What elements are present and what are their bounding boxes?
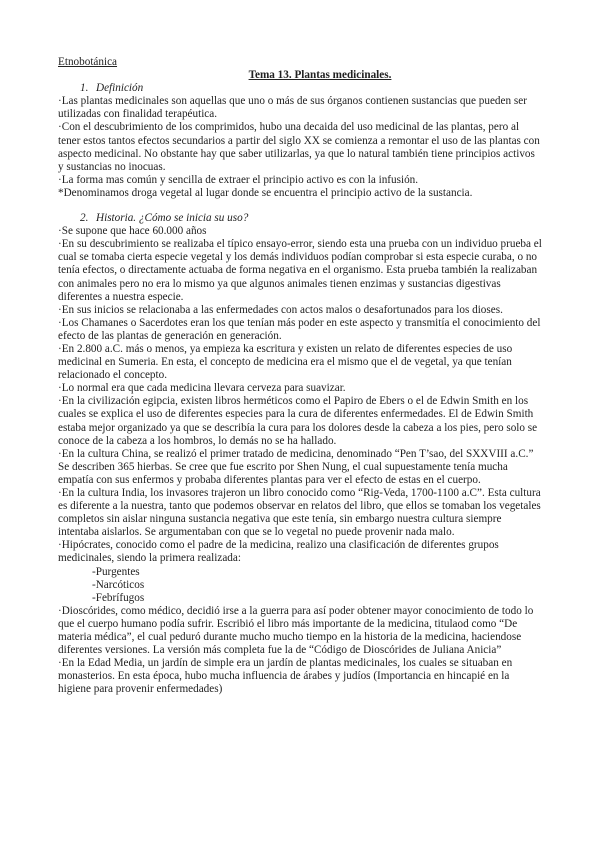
paragraph: ·Dioscórides, como médico, decidió irse a la guerra para así poder obtener mayor conocimiento de todo lo que el cuerpo humano podía sufrir. Escribió el libro más importante de la medicina, titulaod como “De materia médica”, el cual peduró durante mucho mucho tiempo en la historia de la medicina, haciendose diferentes versiones. La versión más completa fue la de “Código de Dioscórides de Juliana Anicia”	[58, 604, 534, 657]
course-name: Etnobotánica	[58, 56, 118, 68]
section-heading-text: Definición	[96, 82, 144, 95]
paragraph: ·Con el descubrimiento de los comprimidos, hubo una decaida del uso medicinal de las plantas, pero al tener estos tantos efectos secundarios a partir del siglo XX se comienza a remontar el uso de las plantas con aspecto medicinal. No obstante hay que saber utilizarlas, ya que lo natural también tiene principios activos y sustancias no inocuas.	[58, 121, 540, 173]
section-heading-historia	[58, 212, 542, 225]
list-item: -Purgentes	[92, 565, 140, 578]
paragraph: ·En la cultura China, se realizó el primer tratado de medicina, denominado “Pen T’sao, del SXXVIII a.C.” Se describen 365 hierbas. Se cree que fue escrito por Shen Nung, el cual supuestamente tenía mucha empatía con sus enfermos y probaba diferentes plantas para ver el efecto de estas en el cuerpo.	[58, 447, 534, 486]
paragraph: ·En sus inicios se relacionaba a las enfermedades con actos malos o desafortunados para los dioses.	[58, 303, 503, 316]
list-item: -Narcóticos	[92, 578, 145, 591]
paragraph: ·En la civilización egipcia, existen libros herméticos como el Papiro de Ebers o el de Edwin Smith en los cuales se explica el uso de diferentes especies para la cura de diferentes enfermedades. El de Edwin Smith estaba mejor organizado ya que se describía la cura para los dolores desde la cabeza a los pies, pero solo se conoce de la cabeza a los hombros, lo demás no se ha hallado.	[58, 395, 538, 447]
paragraph: *Denominamos droga vegetal al lugar donde se encuentra el principio activo de la sustancia.	[58, 186, 473, 199]
paragraph: ·La forma mas común y sencilla de extraer el principio activo es con la infusión.	[58, 173, 419, 186]
page-title: Tema 13. Plantas medicinales.	[248, 69, 392, 82]
section-number: 2.	[80, 212, 89, 225]
paragraph: ·En la cultura India, los invasores trajeron un libro conocido como “Rig-Veda, 1700-1100 a.C”. Esta cultura es diferente a la nuestra, tanto que podemos observar en relatos del libro, que ellos se tomaban los vegetales completos sin aislar ninguna sustancia negativa que este tenía, sin embargo nuestra cultura siempre intentaba aislarlos. Se argumentaban con que se lo vegetal no puede provenir nada malo.	[58, 487, 541, 539]
paragraph: ·Lo normal era que cada medicina llevara cerveza para suavizar.	[58, 382, 346, 395]
spacer	[58, 200, 542, 212]
list-item: -Febrífugos	[92, 591, 145, 604]
paragraph: ·En la Edad Media, un jardín de simple era un jardín de plantas medicinales, los cuales se situaban en monasterios. En esta época, hubo mucha influencia de árabes y judíos (Importancia en hincapié en la higiene para provenir enfermedades)	[58, 657, 513, 696]
paragraph: ·Los Chamanes o Sacerdotes eran los que tenían más poder en este aspecto y transmitía el conocimiento del efecto de las plantas de generación en generación.	[58, 316, 541, 342]
paragraph: ·Hipócrates, conocido como el padre de la medicina, realizo una clasificación de diferentes grupos medicinales, siendo la primera realizada:	[58, 539, 499, 565]
paragraph: ·En su descubrimiento se realizaba el típico ensayo-error, siendo esta una prueba con un individuo prueba el cual se tomaba cierta especie vegetal y los demás individuos podían comprobar si esta especie curaba, o no tenía efectos, o directamente actuaba de forma negativa en el organismo. Esta prueba también la realizaban con animales pero no era lo mismo ya que algunos animales tienen enzimas y sustancias digestivas diferentes a nuestra especie.	[58, 238, 542, 303]
section-number: 1.	[80, 82, 89, 95]
section-heading-text: Historia. ¿Cómo se inicia su uso?	[96, 212, 249, 225]
paragraph: ·Las plantas medicinales son aquellas que uno o más de sus órganos contienen sustancias que pueden ser utilizadas con finalidad terapéutica.	[58, 95, 527, 121]
paragraph: ·Se supone que hace 60.000 años	[58, 225, 207, 238]
section-heading-definicion	[58, 82, 542, 95]
paragraph: ·En 2.800 a.C. más o menos, ya empieza ka escritura y existen un relato de diferentes especies de uso medicinal en Sumeria. En esta, el concepto de medicina era el mismo que el de vegetal, ya que tenían relacionado el concepto.	[58, 342, 513, 382]
document-page	[58, 56, 542, 697]
